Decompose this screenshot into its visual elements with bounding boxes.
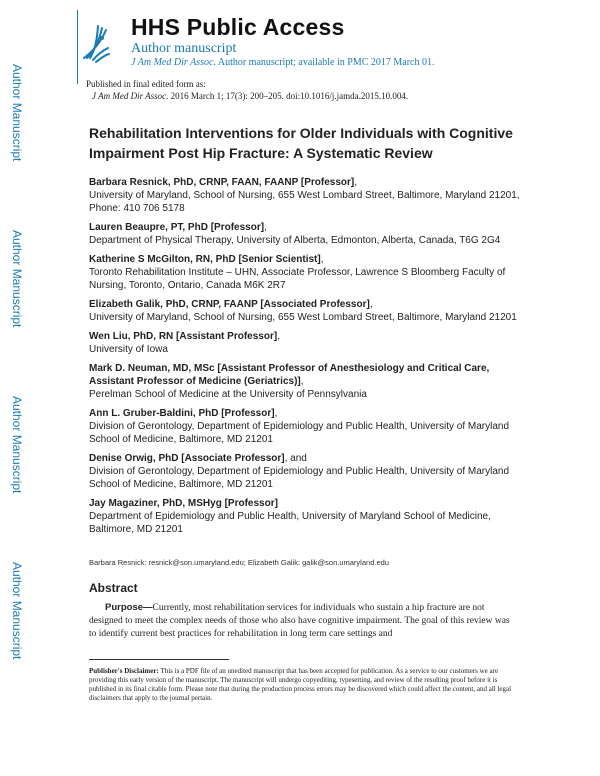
footnote-divider <box>89 659 229 660</box>
hhs-eagle-logo-icon <box>80 18 110 66</box>
author-entry: Lauren Beaupre, PT, PhD [Professor], Department of Physical Therapy, University of Alberta, Edmonton, Alberta, Canada, T6G 2G4 <box>89 222 501 246</box>
abstract-heading: Abstract <box>89 581 138 595</box>
author-entry: Jay Magaziner, PhD, MSHyg [Professor] Department of Epidemiology and Public Health, University of Maryland School of Medicine, Baltimore, MD 21201 <box>89 498 491 535</box>
header-subtitle: Author manuscript <box>131 41 237 56</box>
abstract-purpose: Purpose—Currently, most rehabilitation services for individuals who sustain a hip fracture are not designed to meet the complex needs of those who also have cognitive impairment. The goal of this review was to identify current best practices for rehabilitation in long term care settings and <box>89 602 510 639</box>
side-label: Author Manuscript <box>10 562 24 660</box>
side-label: Author Manuscript <box>10 64 24 162</box>
author-entry: Katherine S McGilton, RN, PhD [Senior Scientist], Toronto Rehabilitation Institute – UHN, Associate Professor, Lawrence S Bloomberg Faculty of Nursing, Toronto, Ontario, Canada M6K 2R7 <box>89 254 506 291</box>
author-entry: Ann L. Gruber-Baldini, PhD [Professor], Division of Gerontology, Department of Epidemiology and Public Health, University of Maryland School of Medicine, Baltimore, MD 21201 <box>89 408 510 445</box>
published-note: Published in final edited form as: J Am Med Dir Assoc. 2016 March 1; 17(3): 200–205. doi:10.1016/j.jamda.2015.10.004. <box>86 79 409 101</box>
author-entry: Elizabeth Galik, PhD, CRNP, FAANP [Associated Professor], University of Maryland, School of Nursing, 655 West Lombard Street, Baltimore, Maryland 21201 <box>89 299 517 323</box>
page-title: HHS Public Access <box>131 14 345 40</box>
article-title: Rehabilitation Interventions for Older Individuals with Cognitive Impairment Post Hip Fracture: A Systematic Review <box>89 125 513 161</box>
header-citation: J Am Med Dir Assoc. Author manuscript; available in PMC 2017 March 01. <box>131 57 435 68</box>
author-entry: Wen Liu, PhD, RN [Assistant Professor], University of Iowa <box>89 331 280 355</box>
author-entry: Barbara Resnick, PhD, CRNP, FAAN, FAANP [Professor], University of Maryland, School of Nursing, 655 West Lombard Street, Baltimore, Maryland 21201, Phone: 410 706 5178 <box>89 177 520 214</box>
author-entry: Denise Orwig, PhD [Associate Professor], and Division of Gerontology, Department of Epidemiology and Public Health, University of Maryland School of Medicine, Baltimore, MD 21201 <box>89 453 510 490</box>
header-divider <box>77 10 78 84</box>
corresponding-emails: Barbara Resnick: resnick@son.umaryland.edu; Elizabeth Galik: galik@son.umaryland.edu <box>89 558 389 567</box>
side-label: Author Manuscript <box>10 230 24 328</box>
author-list <box>89 176 529 542</box>
publisher-disclaimer: Publisher's Disclaimer: This is a PDF file of an unedited manuscript that has been accepted for publication. As a service to our customers we are providing this early version of the manuscript. The manuscript will undergo copyediting, typesetting, and review of the resulting proof before it is published in its final citable form. Please note that during the production process errors may be discovered which could affect the content, and all legal disclaimers that apply to the journal pertain. <box>89 667 512 702</box>
side-label: Author Manuscript <box>10 396 24 494</box>
author-entry: Mark D. Neuman, MD, MSc [Assistant Professor of Anesthesiology and Critical Care, Assistant Professor of Medicine (Geriatrics)], Perelman School of Medicine at the University of Pennsylvania <box>89 363 490 400</box>
